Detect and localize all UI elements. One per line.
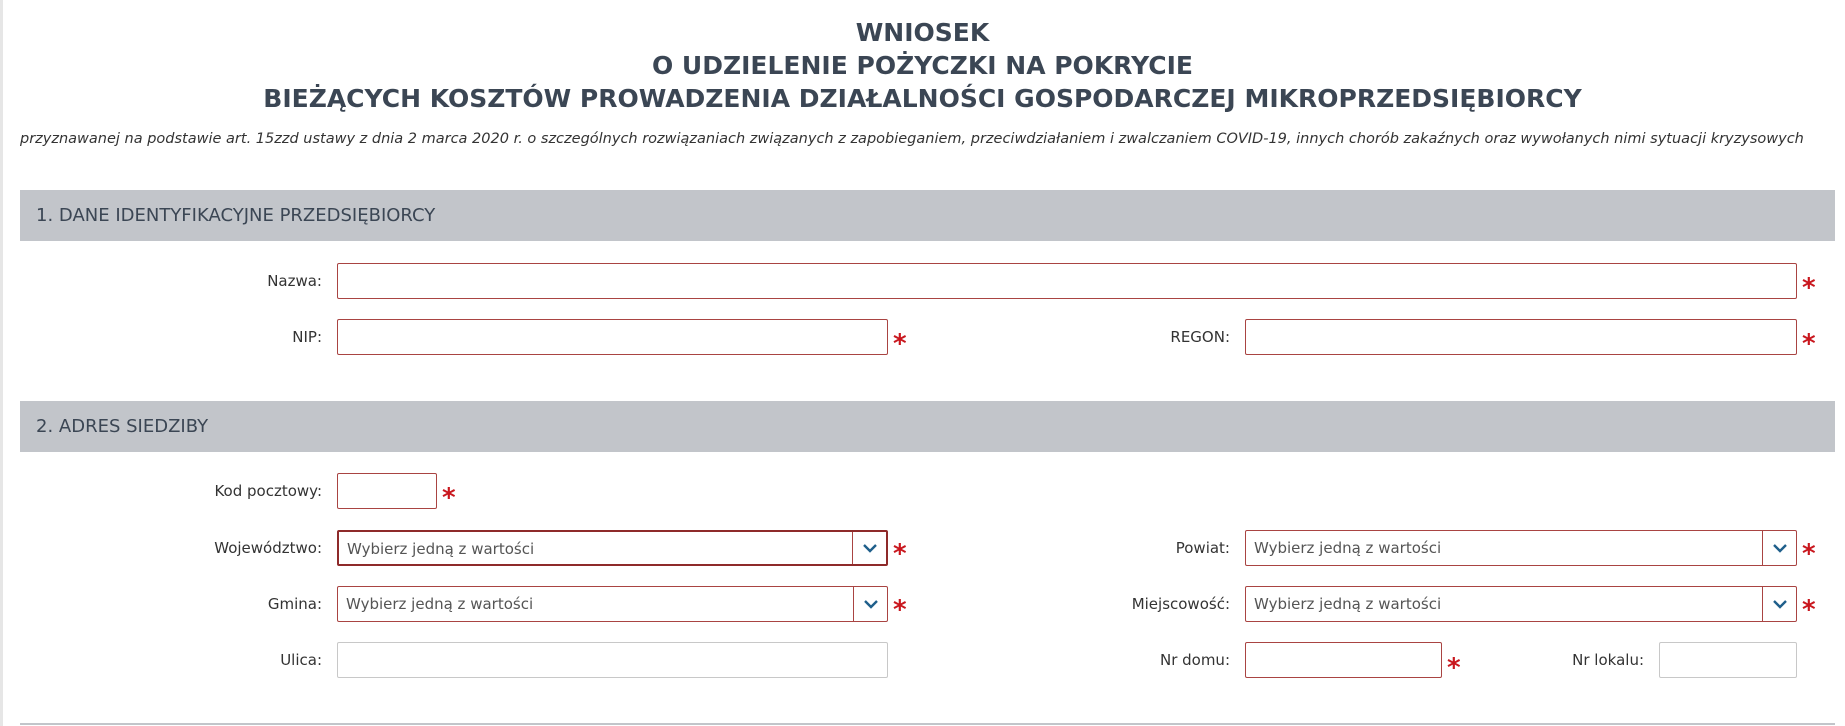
- miejscowosc-label: Miejscowość:: [1131, 595, 1230, 613]
- miejscowosc-select[interactable]: [1245, 586, 1797, 622]
- kod-pocztowy-label: Kod pocztowy:: [214, 482, 322, 500]
- gmina-label: Gmina:: [267, 595, 322, 613]
- regon-required-mark: *: [1802, 329, 1816, 359]
- gmina-select-value: Wybierz jedną z wartości: [346, 595, 534, 613]
- nip-required-mark: *: [893, 329, 907, 359]
- section-header-address: 2. ADRES SIEDZIBY: [20, 401, 1835, 452]
- chevron-down-icon: [862, 543, 878, 553]
- wojewodztwo-dropdown-button[interactable]: [852, 532, 886, 564]
- form-title: [0, 16, 1845, 115]
- gmina-dropdown-button[interactable]: [853, 587, 887, 621]
- powiat-required-mark: *: [1802, 539, 1816, 569]
- powiat-dropdown-button[interactable]: [1762, 531, 1796, 565]
- nazwa-input[interactable]: [337, 263, 1797, 299]
- kod-pocztowy-input[interactable]: [337, 473, 437, 509]
- nip-input[interactable]: [337, 319, 888, 355]
- kod-pocztowy-required-mark: *: [442, 483, 456, 513]
- regon-input[interactable]: [1245, 319, 1797, 355]
- nazwa-label: Nazwa:: [267, 272, 322, 290]
- form-title-line-2: O UDZIELENIE POŻYCZKI NA POKRYCIE: [651, 51, 1194, 80]
- ulica-label: Ulica:: [280, 651, 322, 669]
- regon-label: REGON:: [1170, 328, 1230, 346]
- ulica-input[interactable]: [337, 642, 888, 678]
- miejscowosc-required-mark: *: [1802, 595, 1816, 625]
- nazwa-required-mark: *: [1802, 273, 1816, 303]
- nr-lokalu-label: Nr lokalu:: [1572, 651, 1644, 669]
- form-title-line-1: WNIOSEK: [855, 18, 990, 47]
- gmina-select[interactable]: [337, 586, 888, 622]
- nr-domu-label: Nr domu:: [1159, 651, 1230, 669]
- wojewodztwo-select[interactable]: [337, 530, 888, 566]
- powiat-select-value: Wybierz jedną z wartości: [1254, 539, 1442, 557]
- gmina-required-mark: *: [893, 595, 907, 625]
- miejscowosc-select-value: Wybierz jedną z wartości: [1254, 595, 1442, 613]
- form-title-line-3: BIEŻĄCYCH KOSZTÓW PROWADZENIA DZIAŁALNOŚCI GOSPODARCZEJ MIKROPRZEDSIĘBIORCY: [263, 84, 1582, 113]
- chevron-down-icon: [863, 599, 879, 609]
- nip-label: NIP:: [292, 328, 322, 346]
- nr-lokalu-input[interactable]: [1659, 642, 1797, 678]
- wojewodztwo-select-value: Wybierz jedną z wartości: [347, 540, 535, 558]
- wojewodztwo-required-mark: *: [893, 539, 907, 569]
- nr-domu-required-mark: *: [1447, 653, 1461, 683]
- miejscowosc-dropdown-button[interactable]: [1762, 587, 1796, 621]
- form-subtitle: przyznawanej na podstawie art. 15zzd ustawy z dnia 2 marca 2020 r. o szczególnych rozwiązaniach związanych z zapobieganiem, przeciwdziałaniem i zwalczaniem COVID-19, innych chorób zakaźnych oraz wywołanych nimi sytuacji kryzysowych: [20, 131, 1804, 147]
- powiat-select[interactable]: [1245, 530, 1797, 566]
- section-header-identification: 1. DANE IDENTYFIKACYJNE PRZEDSIĘBIORCY: [20, 190, 1835, 241]
- chevron-down-icon: [1772, 543, 1788, 553]
- powiat-label: Powiat:: [1175, 539, 1230, 557]
- chevron-down-icon: [1772, 599, 1788, 609]
- wojewodztwo-label: Województwo:: [214, 539, 322, 557]
- section-divider: [20, 723, 1835, 725]
- nr-domu-input[interactable]: [1245, 642, 1442, 678]
